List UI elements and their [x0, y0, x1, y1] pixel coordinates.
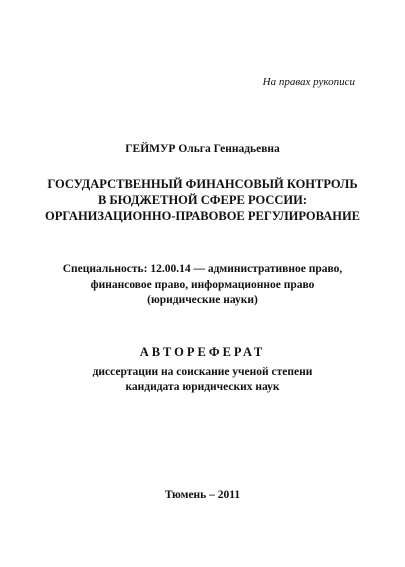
dissertation-title	[20, 176, 385, 224]
specialty-line: Специальность: 12.00.14 — административное право,	[62, 263, 343, 275]
specialty	[20, 262, 385, 309]
degree-line: кандидата юридических наук	[125, 381, 280, 393]
city-year: Тюмень – 2011	[164, 489, 241, 501]
title-line: ГОСУДАРСТВЕННЫЙ ФИНАНСОВЫЙ КОНТРОЛЬ	[47, 177, 358, 191]
specialty-line: (юридические науки)	[147, 294, 258, 306]
degree-line: диссертации на соискание ученой степени	[92, 366, 313, 378]
title-line: В БЮДЖЕТНОЙ СФЕРЕ РОССИИ:	[97, 193, 308, 207]
specialty-line: финансовое право, информационное право	[90, 278, 315, 291]
abstract-heading: АВТОРЕФЕРАТ	[139, 345, 266, 359]
title-line: ОРГАНИЗАЦИОННО-ПРАВОВОЕ РЕГУЛИРОВАНИЕ	[44, 209, 361, 223]
dissertation-degree	[20, 365, 385, 395]
author-name: ГЕЙМУР Ольга Геннадьевна	[125, 143, 280, 155]
rights-note: На правах рукописи	[262, 76, 355, 88]
